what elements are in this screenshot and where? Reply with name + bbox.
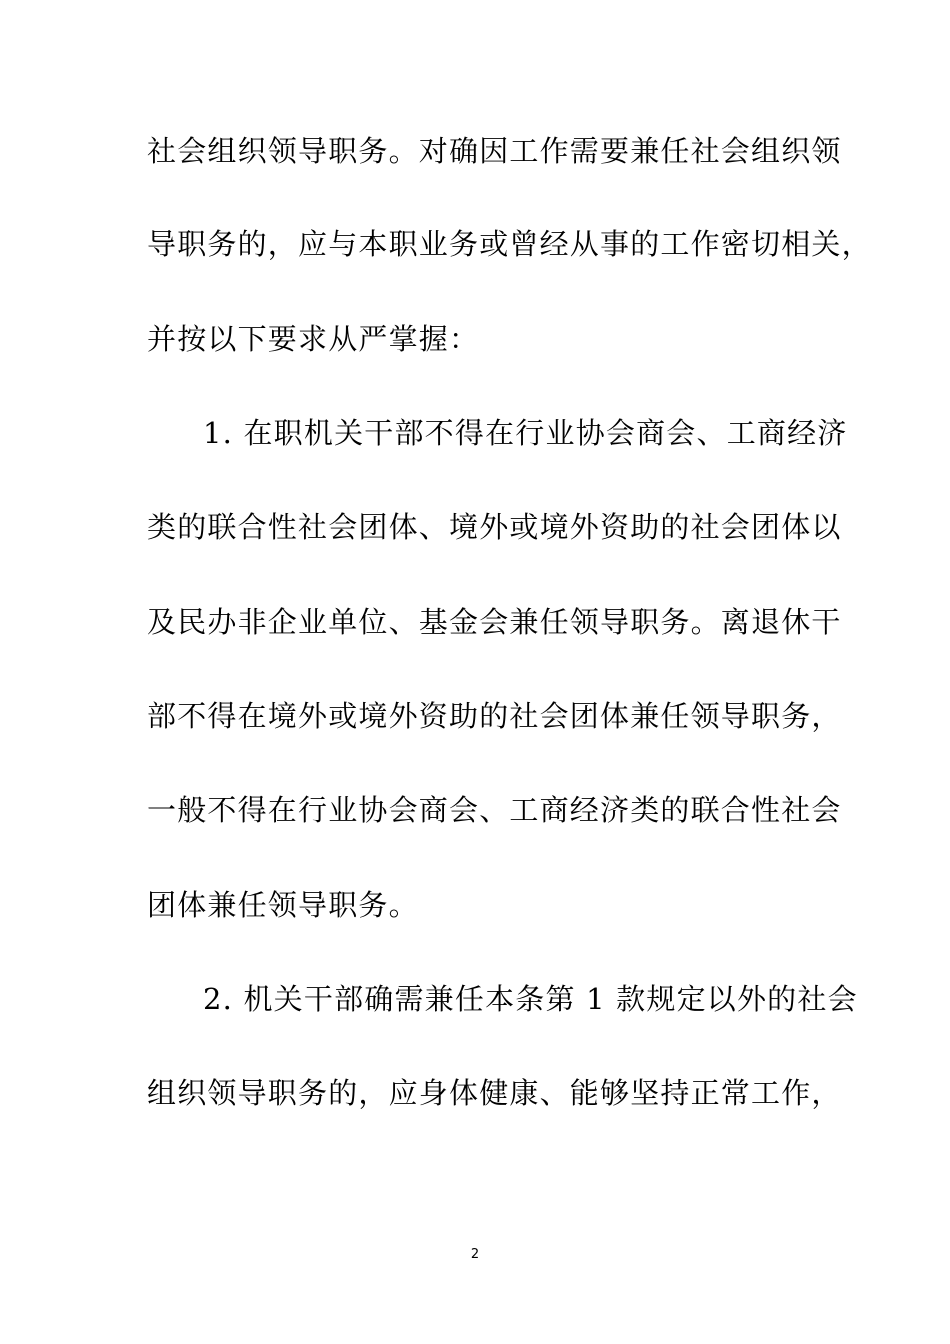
body-text-line: 及民办非企业单位、基金会兼任领导职务。离退休干 <box>147 605 842 639</box>
body-text-line: 团体兼任领导职务。 <box>147 888 419 922</box>
body-text-line: 一般不得在行业协会商会、工商经济类的联合性社会 <box>147 793 842 827</box>
numbered-paragraph-start: 2. 机关干部确需兼任本条第 1 款规定以外的社会 <box>203 982 858 1016</box>
body-text-line: 组织领导职务的，应身体健康、能够坚持正常工作， <box>147 1076 842 1110</box>
body-text-line: 部不得在境外或境外资助的社会团体兼任领导职务， <box>147 699 842 733</box>
body-text-line: 社会组织领导职务。对确因工作需要兼任社会组织领 <box>147 134 842 168</box>
body-text-line: 导职务的，应与本职业务或曾经从事的工作密切相关， <box>147 227 872 261</box>
numbered-paragraph-start: 1. 在职机关干部不得在行业协会商会、工商经济 <box>203 416 848 450</box>
body-text-line: 并按以下要求从严掌握： <box>147 322 480 356</box>
body-text-line: 类的联合性社会团体、境外或境外资助的社会团体以 <box>147 510 842 544</box>
page-number: 2 <box>470 1247 480 1262</box>
